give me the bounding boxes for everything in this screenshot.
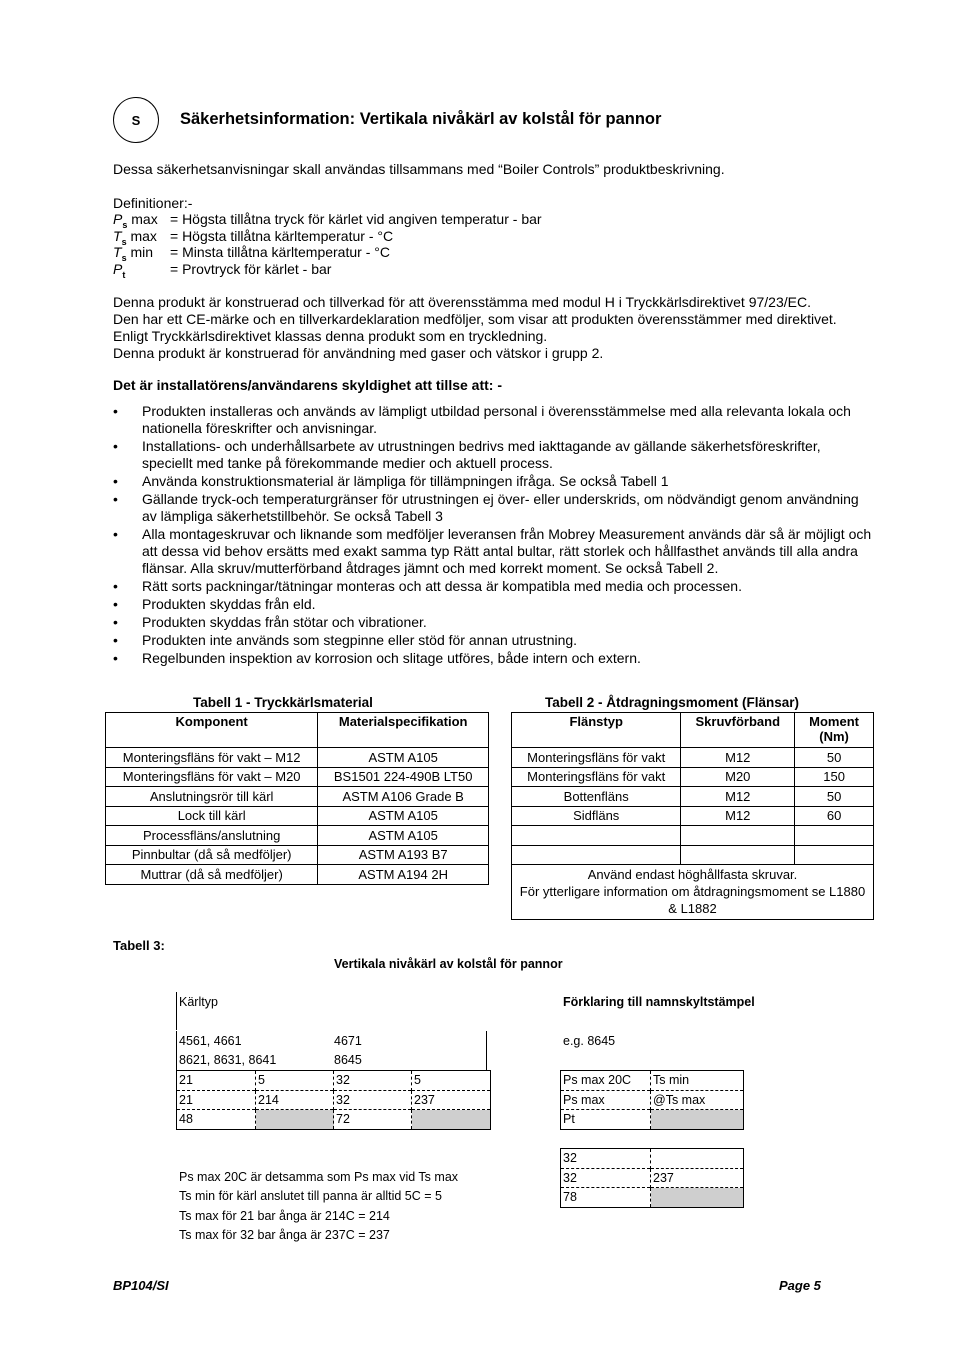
- table2-row: [512, 826, 874, 846]
- table3-title: Vertikala nivåkärl av kolstål för pannor: [334, 957, 563, 971]
- duty-list-text: Gällande tryck-och temperaturgränser för utrustningen ej över- eller underskrids, om nödvändigt genom användning av lämpliga säkerhetstillbehör. Se också Tabell 3: [142, 491, 859, 524]
- duty-list-text: Alla montageskruvar och liknande som medföljer leveransen från Mobrey Measurement används där så är möjligt och att dessa vid behov ersätts med exakt samma typ Rätt antal bultar, rätt storlek och hållfasthet används till alla andra flänsar. Alla skruv/mutterförband åtdrages jämnt och med korrekt moment. Se också Tabell 2.: [142, 526, 872, 576]
- section-icon-letter: S: [131, 112, 141, 128]
- table2-header: Flänstyp: [512, 713, 681, 748]
- bullet-icon: •: [113, 438, 118, 454]
- group-a-line2: 8621, 8631, 8641: [179, 1053, 277, 1067]
- kärltyp-left-rule: [176, 992, 177, 1030]
- legend-grid-cell: Ps max: [561, 1090, 651, 1110]
- legend-grid-cell: Ps max 20C: [561, 1071, 651, 1091]
- example-grid-cell: 32: [561, 1168, 651, 1188]
- table2-cell: 50: [795, 748, 874, 768]
- table2-note: För ytterligare information om åtdragningsmoment se L1880 & L1882: [519, 884, 866, 916]
- example-grid-cell: [651, 1188, 744, 1208]
- table1-cell: ASTM A105: [318, 826, 489, 846]
- table2-cell: M20: [681, 767, 795, 787]
- table1-caption: Tabell 1 - Tryckkärlsmaterial: [193, 695, 373, 710]
- conformity-paragraph: [113, 294, 837, 362]
- table1-row: [106, 748, 489, 768]
- example-grid: [560, 1148, 744, 1208]
- duty-list-text: Installations- och underhållsarbete av utrustningen bedrivs med iakttagande av gällande säkerhetsföreskrifter, speciellt med tanke på förekommande medier och aktuell process.: [142, 438, 821, 471]
- group-a-line1: 4561, 4661: [179, 1034, 242, 1048]
- table3-grid-cell: 5: [412, 1071, 491, 1091]
- definition-text: = Provtryck för kärlet - bar: [170, 261, 332, 277]
- table1-cell: BS1501 224-490B LT50: [318, 767, 489, 787]
- bullet-icon: •: [113, 632, 118, 648]
- duty-list-text: Produkten skyddas från eld.: [142, 596, 316, 612]
- table1-cell: Lock till kärl: [106, 806, 318, 826]
- duty-list-item: [113, 650, 873, 667]
- table3-grid-row: [177, 1071, 491, 1091]
- table1-header: Komponent: [106, 713, 318, 748]
- bullet-icon: •: [113, 650, 118, 666]
- table2-cell: [512, 826, 681, 846]
- duty-list-item: [113, 578, 873, 595]
- table2-note-cell: [512, 865, 874, 920]
- legend-title: Förklaring till namnskyltstämpel: [563, 995, 755, 1009]
- table1-header: Materialspecifikation: [318, 713, 489, 748]
- table2-header: Moment (Nm): [795, 713, 874, 748]
- table1-row: [106, 845, 489, 865]
- example-grid-row: [561, 1149, 744, 1169]
- table3-note: Ts max för 21 bar ånga är 214C = 214: [179, 1208, 390, 1223]
- page-number: Page 5: [779, 1278, 821, 1293]
- table1-row: [106, 787, 489, 807]
- page-title: Säkerhetsinformation: Vertikala nivåkärl av kolstål för pannor: [180, 110, 662, 128]
- duty-list-item: [113, 632, 873, 649]
- example-grid-cell: 32: [561, 1149, 651, 1169]
- table2-row: [512, 806, 874, 826]
- table1-cell: Anslutningsrör till kärl: [106, 787, 318, 807]
- bullet-icon: •: [113, 614, 118, 630]
- duty-heading: Det är installatörens/användarens skyldighet att tillse att: -: [113, 377, 502, 393]
- example-grid-cell: 78: [561, 1188, 651, 1208]
- table2-cell: Monteringsfläns för vakt: [512, 748, 681, 768]
- duty-list-text: Regelbunden inspektion av korrosion och slitage utföres, både intern och extern.: [142, 650, 641, 666]
- example-grid-row: [561, 1188, 744, 1208]
- table2-cell: M12: [681, 748, 795, 768]
- definition-symbol: $T_s$ max: [113, 228, 157, 247]
- table2-cell: 150: [795, 767, 874, 787]
- legend-grid-row: [561, 1110, 744, 1130]
- table1-cell: Processfläns/anslutning: [106, 826, 318, 846]
- bullet-icon: •: [113, 403, 118, 419]
- duty-list-item: [113, 473, 873, 490]
- group-rule-right: [486, 1031, 487, 1071]
- table2-cell: Monteringsfläns för vakt: [512, 767, 681, 787]
- table1-cell: ASTM A105: [318, 806, 489, 826]
- table2-cell: [681, 826, 795, 846]
- table2-cell: [795, 845, 874, 865]
- table2-cell: [795, 826, 874, 846]
- table3-grid-cell: 5: [256, 1071, 334, 1091]
- duty-list-item: [113, 596, 873, 613]
- conformity-line: Denna produkt är konstruerad för användning med gaser och vätskor i grupp 2.: [113, 345, 604, 361]
- table3-grid-cell: 72: [334, 1110, 412, 1130]
- table2-cell: Bottenfläns: [512, 787, 681, 807]
- table2-note: Använd endast höghållfasta skruvar.: [587, 867, 798, 882]
- conformity-line: Den har ett CE-märke och en tillverkardeklaration medföljer, som visar att produkten överensstämmer med direktivet.: [113, 311, 837, 327]
- duty-list-item: [113, 403, 873, 437]
- duty-list: [113, 403, 873, 668]
- legend-grid-cell: Pt: [561, 1110, 651, 1130]
- conformity-line: Denna produkt är konstruerad och tillverkad för att överensstämma med modul H i Tryckkärlsdirektivet 97/23/EC.: [113, 294, 811, 310]
- doc-reference: BP104/SI: [113, 1278, 169, 1293]
- table3-note: Ps max 20C är detsamma som Ps max vid Ts max: [179, 1170, 459, 1184]
- table2-row: [512, 845, 874, 865]
- table1-cell: ASTM A193 B7: [318, 845, 489, 865]
- group-b-line2: 8645: [334, 1053, 362, 1067]
- table2-cell: M12: [681, 806, 795, 826]
- table1-cell: Muttrar (då så medföljer): [106, 865, 318, 885]
- legend-grid-cell: [651, 1110, 744, 1130]
- table3-grid-cell: 32: [334, 1090, 412, 1110]
- table3-grid-cell: 214: [256, 1090, 334, 1110]
- conformity-line: Enligt Tryckkärlsdirektivet klassas denna produkt som en tryckledning.: [113, 328, 548, 344]
- table2-cell: M12: [681, 787, 795, 807]
- intro-text: Dessa säkerhetsanvisningar skall användas tillsammans med “Boiler Controls” produktbeskrivning.: [113, 161, 725, 177]
- table3-grid-cell: [412, 1110, 491, 1130]
- example-grid-cell: [651, 1149, 744, 1169]
- table2-caption: Tabell 2 - Åtdragningsmoment (Flänsar): [545, 695, 800, 710]
- table1-row: [106, 826, 489, 846]
- table2-header: Skruvförband: [681, 713, 795, 748]
- definition-text: = Högsta tillåtna tryck för kärlet vid angiven temperatur - bar: [170, 211, 542, 227]
- duty-list-item: [113, 438, 873, 472]
- example-grid-row: [561, 1168, 744, 1188]
- legend-example: e.g. 8645: [563, 1034, 616, 1048]
- table2-row: [512, 767, 874, 787]
- legend-grid: [560, 1070, 744, 1130]
- duty-list-text: Produkten inte används som stegpinne eller stöd för annan utrustning.: [142, 632, 578, 648]
- bullet-icon: •: [113, 578, 118, 594]
- table3-grid-cell: [256, 1110, 334, 1130]
- table1-cell: Monteringsfläns för vakt – M20: [106, 767, 318, 787]
- definition-text: = Minsta tillåtna kärltemperatur - °C: [170, 244, 390, 260]
- table2-cell: 50: [795, 787, 874, 807]
- table1-cell: Monteringsfläns för vakt – M12: [106, 748, 318, 768]
- table1-cell: ASTM A106 Grade B: [318, 787, 489, 807]
- table3-grid: [176, 1070, 491, 1130]
- definition-symbol: $T_s$ min: [113, 244, 154, 263]
- table1-cell: ASTM A194 2H: [318, 865, 489, 885]
- table2-note-row: [512, 865, 874, 920]
- table3-note: Ts min för kärl anslutet till panna är alltid 5C = 5: [179, 1189, 442, 1204]
- example-grid-cell: 237: [651, 1168, 744, 1188]
- duty-list-text: Produkten installeras och används av lämpligt utbildad personal i överensstämmelse med alla relevanta lokala och nationella föreskrifter och anvisningar.: [142, 403, 851, 436]
- table2-cell: [681, 845, 795, 865]
- group-b-line1: 4671: [334, 1034, 362, 1048]
- legend-grid-cell: Ts min: [651, 1071, 744, 1091]
- table3-label: Tabell 3:: [113, 938, 165, 953]
- group-rule-left: [176, 1031, 177, 1071]
- table2-row: [512, 787, 874, 807]
- legend-grid-cell: @Ts max: [651, 1090, 744, 1110]
- bullet-icon: •: [113, 596, 118, 612]
- table3-notes: [179, 1168, 458, 1245]
- table3-grid-cell: 237: [412, 1090, 491, 1110]
- duty-list-text: Rätt sorts packningar/tätningar monteras och att dessa är kompatibla med media och processen.: [142, 578, 742, 594]
- table1-row: [106, 806, 489, 826]
- table2-row: [512, 748, 874, 768]
- section-icon: [113, 97, 159, 143]
- duty-list-item: [113, 526, 873, 577]
- duty-list-text: Produkten skyddas från stötar och vibrationer.: [142, 614, 427, 630]
- table3-grid-cell: 32: [334, 1071, 412, 1091]
- legend-grid-row: [561, 1090, 744, 1110]
- vessel-type-label: Kärltyp: [179, 995, 218, 1009]
- table3-grid-row: [177, 1090, 491, 1110]
- table1-cell: Pinnbultar (då så medföljer): [106, 845, 318, 865]
- table1: [105, 712, 489, 885]
- table2-cell: 60: [795, 806, 874, 826]
- table1-row: [106, 865, 489, 885]
- bullet-icon: •: [113, 473, 118, 489]
- table2-cell: Sidfläns: [512, 806, 681, 826]
- table3-grid-cell: 21: [177, 1090, 256, 1110]
- definition-text: = Högsta tillåtna kärltemperatur - °C: [170, 228, 394, 244]
- table1-row: [106, 767, 489, 787]
- duty-list-item: [113, 614, 873, 631]
- legend-grid-row: [561, 1071, 744, 1091]
- table2-cell: [512, 845, 681, 865]
- definitions-heading: Definitioner:-: [113, 195, 193, 211]
- table2: [511, 712, 874, 920]
- bullet-icon: •: [113, 526, 118, 542]
- duty-list-text: Använda konstruktionsmaterial är lämpliga för tillämpningen ifråga. Se också Tabell 1: [142, 473, 669, 489]
- table3-grid-cell: 21: [177, 1071, 256, 1091]
- table3-note: Ts max för 32 bar ånga är 237C = 237: [179, 1227, 390, 1242]
- definition-symbol: $P_t$: [113, 261, 126, 280]
- table3-grid-cell: 48: [177, 1110, 256, 1130]
- table3-grid-row: [177, 1110, 491, 1130]
- table1-cell: ASTM A105: [318, 748, 489, 768]
- bullet-icon: •: [113, 491, 118, 507]
- duty-list-item: [113, 491, 873, 525]
- definition-symbol: $P_s$ max: [113, 211, 158, 230]
